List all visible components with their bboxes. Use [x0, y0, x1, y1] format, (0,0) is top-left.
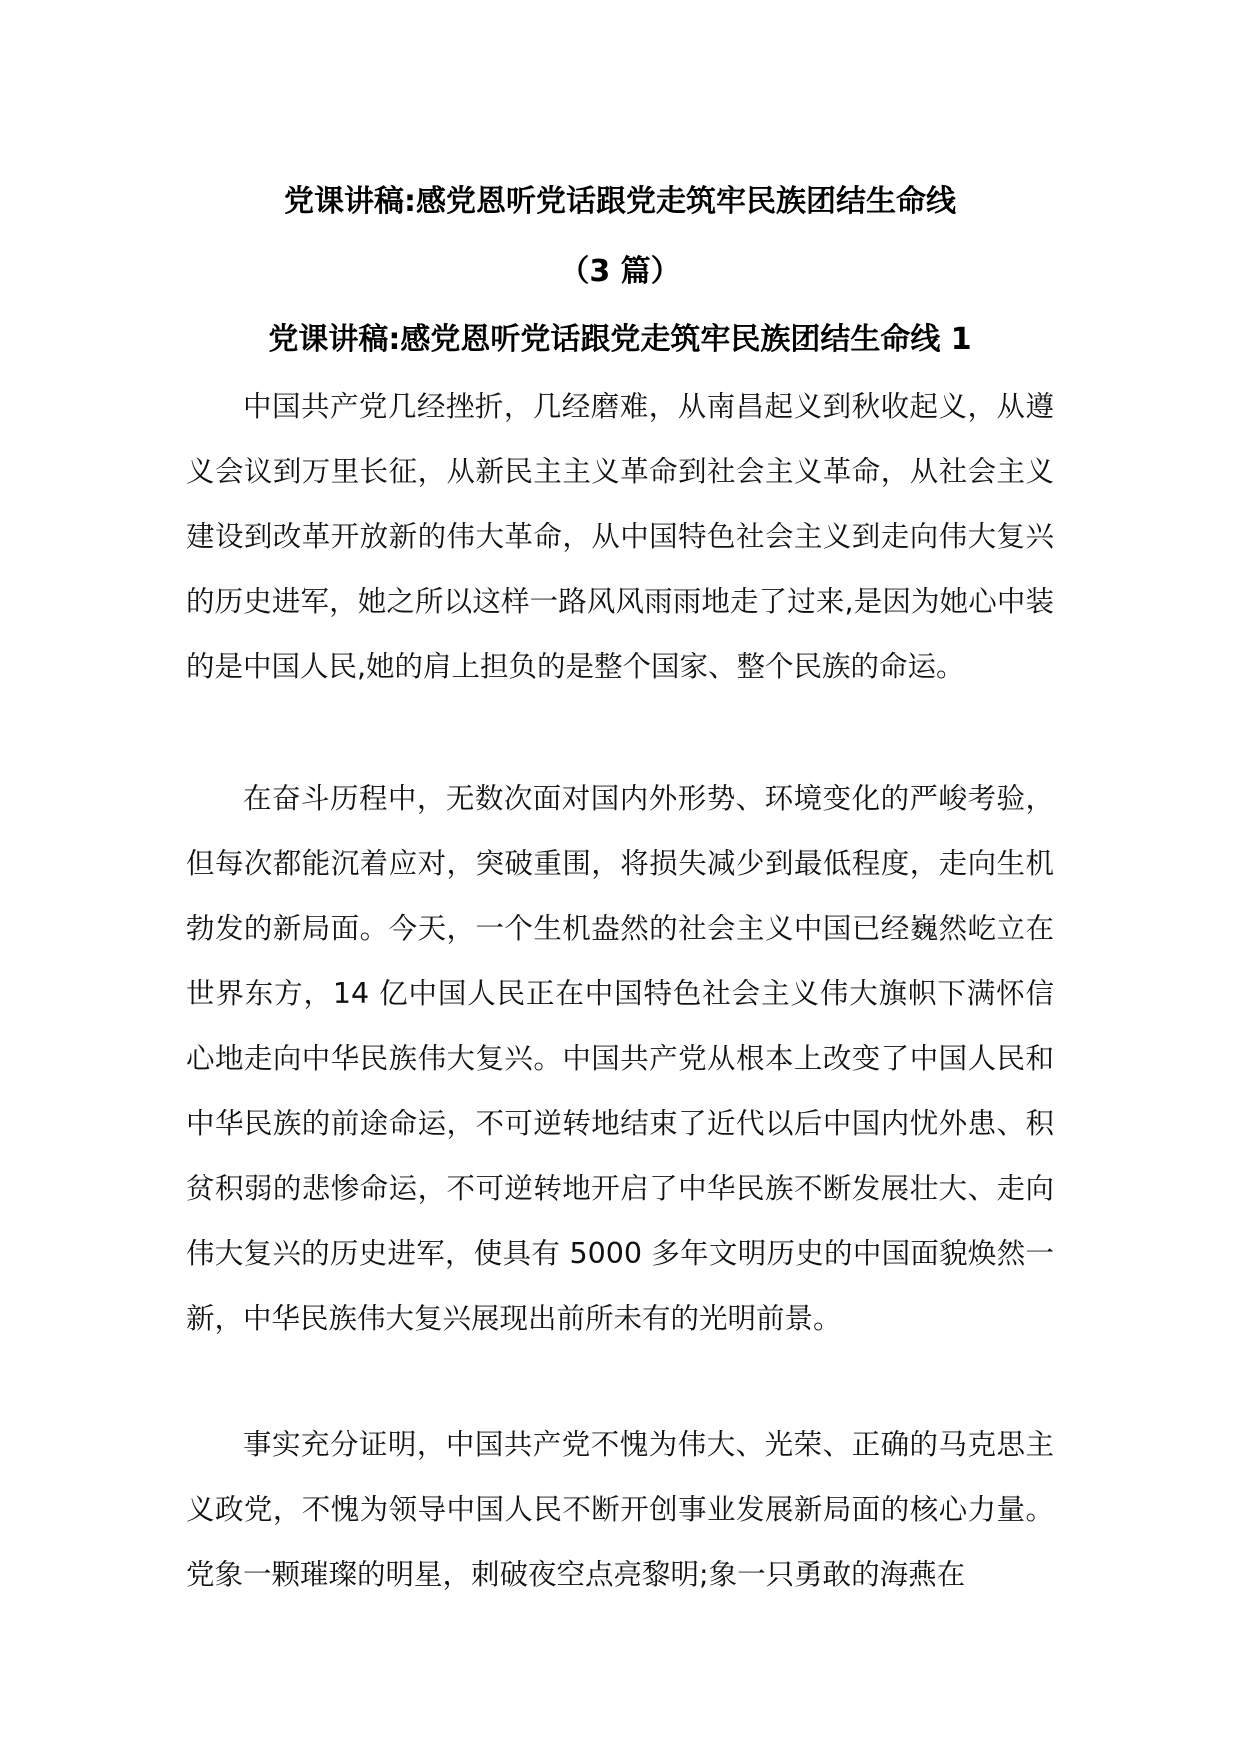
paragraph-1: 中国共产党几经挫折，几经磨难，从南昌起义到秋收起义，从遵义会议到万里长征，从新民主主义革命到社会主义革命，从社会主义建设到改革开放新的伟大革命，从中国特色社会主义到走向伟大复兴的历史进军，她之所以这样一路风风雨雨地走了过来,是因为她心中装的是中国人民,她的肩上担负的是整个国家、整个民族的命运。 — [186, 390, 1054, 683]
section-title: 党课讲稿:感党恩听党话跟党走筑牢民族团结生命线 1 — [268, 322, 972, 357]
document-subtitle: （3 篇） — [559, 254, 681, 289]
document-title: 党课讲稿:感党恩听党话跟党走筑牢民族团结生命线 — [284, 184, 956, 219]
paragraph-2: 在奋斗历程中，无数次面对国内外形势、环境变化的严峻考验，但每次都能沉着应对，突破重围，将损失减少到最低程度，走向生机勃发的新局面。今天，一个生机盎然的社会主义中国已经巍然屹立在世界东方，14 亿中国人民正在中国特色社会主义伟大旗帜下满怀信心地走向中华民族伟大复兴。中国共产党从根本上改变了中国人民和中华民族的前途命运，不可逆转地结束了近代以后中国内忧外患、积贫积弱的悲惨命运，不可逆转地开启了中华民族不断发展壮大、走向伟大复兴的历史进军，使具有 5000 多年文明历史的中国面貌焕然一新，中华民族伟大复兴展现出前所未有的光明前景。 — [186, 782, 1054, 1335]
paragraph-3: 事实充分证明，中国共产党不愧为伟大、光荣、正确的马克思主义政党，不愧为领导中国人民不断开创事业发展新局面的核心力量。党象一颗璀璨的明星，刺破夜空点亮黎明;象一只勇敢的海燕在 — [186, 1428, 1054, 1591]
